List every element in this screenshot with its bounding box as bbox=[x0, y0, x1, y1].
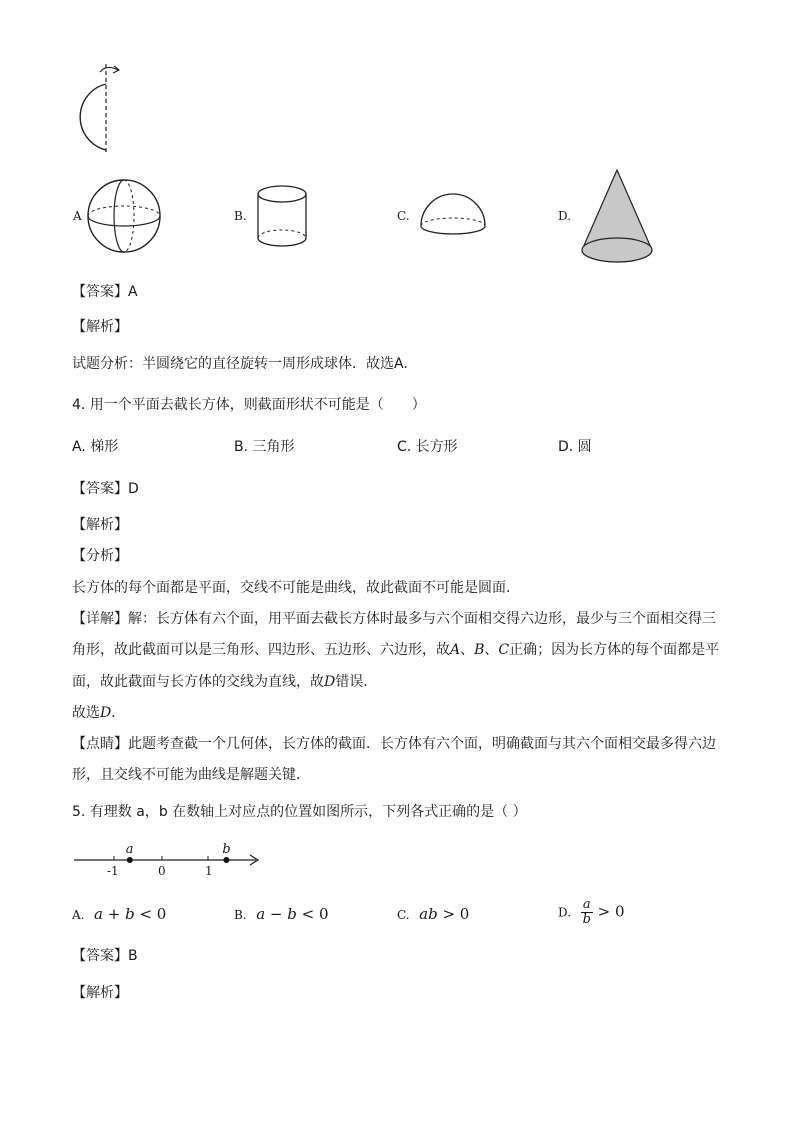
question-4-option-a: A. 梯形 bbox=[72, 439, 119, 455]
point-b bbox=[223, 857, 229, 863]
xiangjie-line-2a: 角形，故此截面可以是三角形、四边形、五边形、六边形，故 bbox=[72, 642, 450, 658]
dianjing-label: 【点睛】 bbox=[72, 736, 128, 752]
question-5-option-d: D. $\frac{a}{b}$ > 0 bbox=[558, 897, 625, 927]
question-5-option-c: C. ab > 0 bbox=[397, 905, 470, 923]
dianjing-line-2: 形，且交线不可能为曲线是解题关键． bbox=[72, 767, 310, 783]
option-d-label: D. bbox=[558, 209, 572, 223]
xiangjie-line-3a: 面，故此截面与长方体的交线为直线，故 bbox=[72, 674, 324, 690]
answer-label: 【答案】 bbox=[72, 284, 128, 300]
answer-value: D bbox=[128, 481, 139, 497]
dianjing-line-1: 此题考查截一个几何体，长方体的截面．长方体有六个面，明确截面与其六个面相交最多得六边 bbox=[128, 736, 716, 752]
sphere-figure bbox=[86, 178, 166, 258]
xiangjie-var-d: D bbox=[324, 674, 336, 690]
answer-value: B bbox=[128, 948, 138, 964]
guxuan-end: ． bbox=[111, 705, 126, 721]
answer-label: 【答案】 bbox=[72, 481, 128, 497]
guxuan-var-d: D bbox=[100, 705, 112, 721]
tick-label-neg1: -1 bbox=[107, 864, 119, 878]
question-5-stem: 5. 有理数 a，b 在数轴上对应点的位置如图所示，下列各式正确的是（ ） bbox=[72, 804, 527, 820]
question-4-option-b: B. 三角形 bbox=[234, 439, 295, 455]
xiangjie-sep-2: 、 bbox=[484, 642, 499, 658]
xiangjie-label: 【详解】 bbox=[72, 611, 128, 627]
question-5-option-b: B. a − b < 0 bbox=[234, 905, 329, 923]
question-4-option-c: C. 长方形 bbox=[397, 439, 458, 455]
question-4-option-d: D. 圆 bbox=[558, 439, 592, 455]
answer-label: 【答案】 bbox=[72, 948, 128, 964]
point-b-label: b bbox=[222, 842, 231, 857]
question-4-stem: 4. 用一个平面去截长方体，则截面形状不可能是（ ） bbox=[72, 397, 426, 413]
option-a-label: A bbox=[73, 209, 82, 223]
guxuan-text: 故选 bbox=[72, 705, 100, 721]
xiangjie-line-1: 解：长方体有六个面，用平面去截长方体时最多与六个面相交得六边形，最少与三个面相交得三 bbox=[128, 611, 716, 627]
point-a bbox=[127, 857, 133, 863]
number-line bbox=[74, 842, 274, 882]
semicircle-rotation-figure bbox=[66, 62, 126, 157]
xiangjie-var-c: C bbox=[498, 642, 510, 658]
tick-label-1: 1 bbox=[205, 864, 213, 878]
xiangjie-var-a: A bbox=[450, 642, 461, 658]
cone-figure bbox=[578, 168, 668, 268]
tick-label-0: 0 bbox=[158, 864, 166, 878]
xiangjie-sep-1: 、 bbox=[460, 642, 475, 658]
analysis-label: 【解析】 bbox=[72, 985, 128, 1001]
option-b-label: B. bbox=[234, 209, 247, 223]
question-5-option-a: A. a + b < 0 bbox=[72, 905, 167, 923]
fenxi-text: 长方体的每个面都是平面，交线不可能是曲线，故此截面不可能是圆面． bbox=[72, 580, 520, 596]
xiangjie-line-3b: 错误． bbox=[335, 674, 378, 690]
point-a-label: a bbox=[125, 842, 134, 857]
analysis-text: 试题分析：半圆绕它的直径旋转一周形成球体．故选A. bbox=[72, 356, 408, 372]
fenxi-label: 【分析】 bbox=[72, 548, 128, 564]
xiangjie-line-2b: 正确；因为长方体的每个面都是平 bbox=[509, 642, 720, 658]
analysis-label: 【解析】 bbox=[72, 517, 128, 533]
answer-value: A bbox=[128, 284, 138, 300]
analysis-label: 【解析】 bbox=[72, 319, 128, 335]
cylinder-figure bbox=[254, 184, 314, 254]
xiangjie-var-b: B bbox=[474, 642, 485, 658]
hemisphere-figure bbox=[418, 192, 498, 242]
option-c-label: C. bbox=[397, 209, 410, 223]
